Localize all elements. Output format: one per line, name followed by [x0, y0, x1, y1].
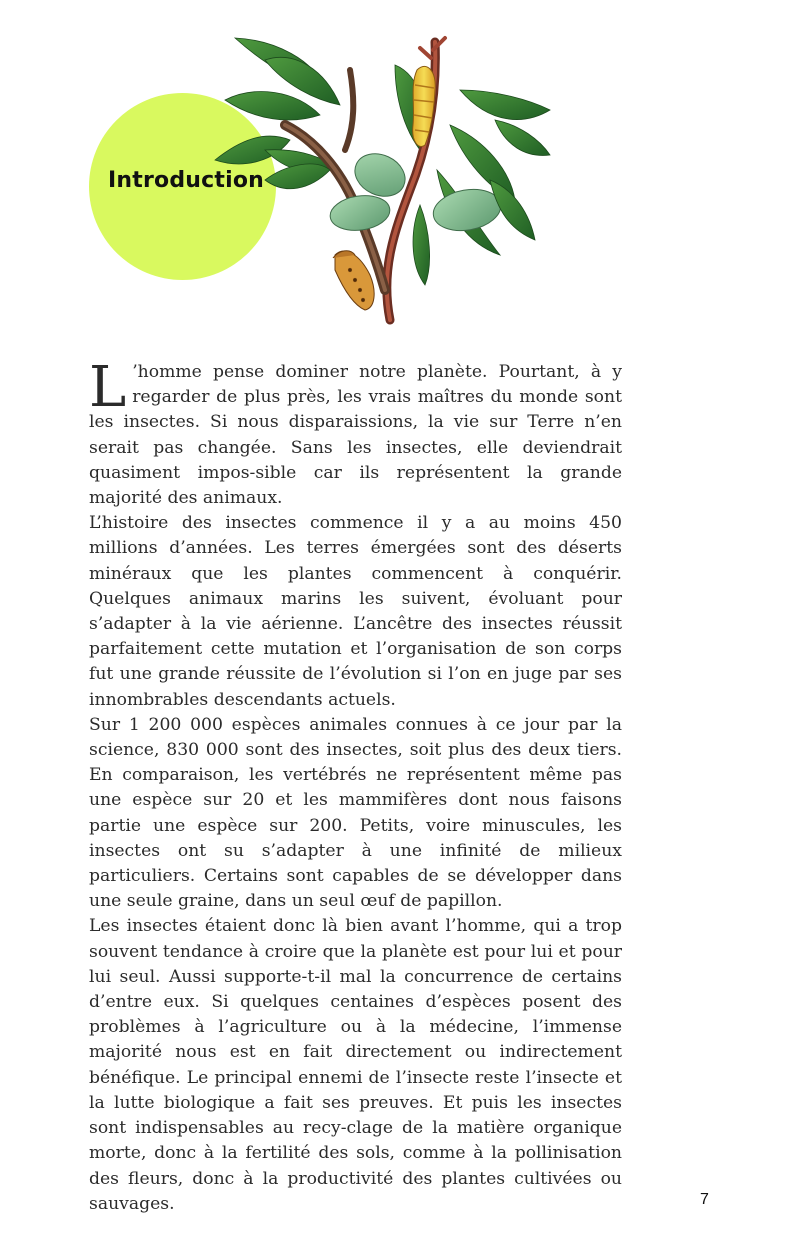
section-title: Introduction — [108, 168, 265, 193]
paragraph-3: Sur 1 200 000 espèces animales connues à ce jour par la science, 830 000 sont des insectes, soit plus des deux tiers. En comparaison, les vertébrés ne représentent même pas une espèce sur 20 et les mammifères dont nous faisons partie une espèce sur 200. Petits, voire minuscules, les insectes ont su s’adapter à une infinité de milieux particuliers. Certains sont capables de se développer dans une seule graine, dans un seul œuf de papillon. — [89, 714, 622, 912]
caterpillar — [413, 66, 436, 146]
paragraph-4: Les insectes étaient donc là bien avant l’homme, qui a trop souvent tendance à croire que la planète est pour lui et pour lui seul. Aussi supporte-t-il mal la concurrence de certains d’entre eux. Si quelques centaines d’espèces posent des problèmes à l’agriculture ou à la médecine, l’immense majorité nous est en fait directement ou indirectement bénéfique. Le principal ennemi de l’insecte reste l’insecte et la lutte biologique a fait ses preuves. Et puis les insectes sont indispensables au recy-clage de la matière organique morte, donc à la fertilité des sols, comme à la pollinisation des fleurs, donc à la productivité des plantes cultivées ou sauvages. — [89, 916, 622, 1214]
article-body — [89, 355, 622, 1217]
page-number: 7 — [700, 1191, 709, 1208]
cocoon — [333, 251, 374, 310]
paragraph-1-text: ’homme pense dominer notre planète. Pourtant, à y regarder de plus près, les vrais maîtres du monde sont les insectes. Si nous disparaissions, la vie sur Terre n’en serait pas changée. Sans les insectes, elle deviendrait quasiment impos-sible car ils représentent la grande majorité des animaux. — [89, 362, 622, 509]
paragraph-1 — [89, 355, 622, 511]
almond-branch-with-caterpillar-illustration — [205, 30, 555, 330]
paragraph-2: L’histoire des insectes commence il y a au moins 450 millions d’années. Les terres émergées sont des déserts minéraux que les plantes commencent à conquérir. Quelques animaux marins les suivent, évoluant pour s’adapter à la vie aérienne. L’ancêtre des insectes réussit parfaitement cette mutation et l’organisation de son corps fut une grande réussite de l’évolution si l’on en juge par ses innombrables descendants actuels. — [89, 513, 622, 710]
drop-cap: L — [89, 355, 127, 420]
